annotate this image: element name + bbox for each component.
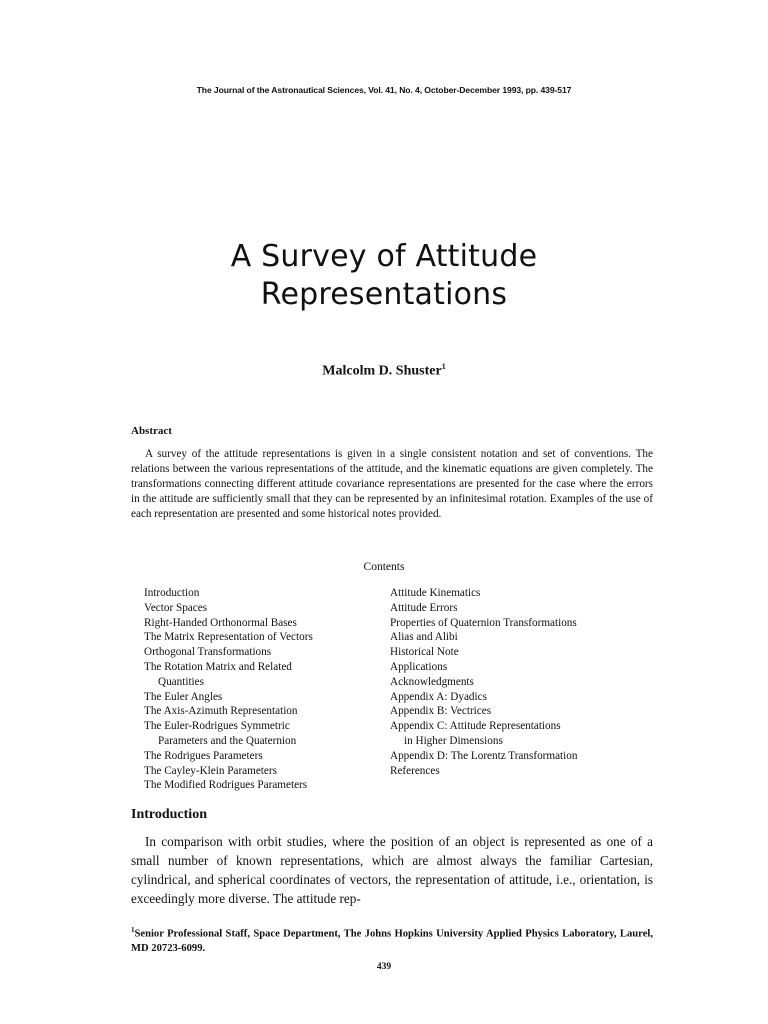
toc-entry: Vector Spaces <box>144 601 208 614</box>
contents-heading: Contents <box>363 561 405 573</box>
page-number: 439 <box>376 962 392 972</box>
contents-right-column <box>390 586 660 778</box>
toc-entry: Attitude Kinematics <box>390 587 481 599</box>
introduction-heading: Introduction <box>131 807 207 822</box>
toc-entry: Alias and Alibi <box>390 631 458 644</box>
toc-entry: References <box>390 764 440 777</box>
toc-entry: Acknowledgments <box>390 675 474 688</box>
toc-entry: Appendix A: Dyadics <box>390 690 487 703</box>
toc-entry: The Cayley-Klein Parameters <box>144 764 277 777</box>
toc-entry: Historical Note <box>390 646 459 659</box>
author-name: Malcolm D. Shuster <box>322 363 442 379</box>
toc-entry: The Euler Angles <box>144 690 223 703</box>
footnote-text: Senior Professional Staff, Space Department, The Johns Hopkins University Applied Physics Laboratory, Laurel, MD 20723-6099. <box>131 928 653 954</box>
toc-entry: Introduction <box>144 587 200 599</box>
toc-entry: The Rotation Matrix and Related <box>144 660 292 673</box>
title-line-1: A Survey of Attitude <box>230 239 538 274</box>
toc-entry: Attitude Errors <box>390 601 458 614</box>
introduction-text: In comparison with orbit studies, where the position of an object is represented as one of a small number of known representations, which are almost always the familiar Cartesian, cylindrical, and spherical coordinates of vectors, the representation of attitude, i.e., orientation, is exceedingly more diverse. The attitude rep- <box>131 834 653 906</box>
toc-entry-continuation: Quantities <box>158 675 204 688</box>
toc-entry: Appendix D: The Lorentz Transformation <box>390 749 578 762</box>
paper-title <box>0 238 768 314</box>
toc-entry: Appendix B: Vectrices <box>390 705 492 718</box>
title-line-2: Representations <box>260 277 508 312</box>
toc-entry: The Matrix Representation of Vectors <box>144 631 313 644</box>
toc-entry: Appendix C: Attitude Representations <box>390 720 561 733</box>
abstract-heading: Abstract <box>131 425 172 437</box>
footnote <box>131 923 653 956</box>
toc-entry: The Euler-Rodrigues Symmetric <box>144 720 290 733</box>
author-footnote-mark: 1 <box>441 362 446 371</box>
toc-entry: Applications <box>390 660 448 673</box>
author-line <box>0 362 768 380</box>
toc-entry: Right-Handed Orthonormal Bases <box>144 616 297 629</box>
journal-header: The Journal of the Astronautical Sciences, Vol. 41, No. 4, October-December 1993, pp. 439-517 <box>196 85 572 95</box>
toc-entry: The Axis-Azimuth Representation <box>144 705 298 718</box>
toc-entry: Orthogonal Transformations <box>144 646 272 659</box>
contents-left-column <box>144 586 379 793</box>
toc-entry: The Rodrigues Parameters <box>144 749 263 762</box>
toc-entry: The Modified Rodrigues Parameters <box>144 779 308 792</box>
toc-entry-continuation: Parameters and the Quaternion <box>158 734 297 747</box>
footnote-mark: 1 <box>131 926 135 934</box>
toc-entry: Properties of Quaternion Transformations <box>390 616 577 629</box>
abstract-text: A survey of the attitude representations is given in a single consistent notation and set of conventions. The relations between the various representations of the attitude, and the kinematic equations are given completely. The transformations connecting different attitude covariance representations are presented for the case where the errors in the attitude are sufficiently small that they can be represented by an infinitesimal rotation. Examples of the use of each representation are presented and some historical notes provided. <box>131 448 653 520</box>
toc-entry-continuation: in Higher Dimensions <box>404 734 503 747</box>
